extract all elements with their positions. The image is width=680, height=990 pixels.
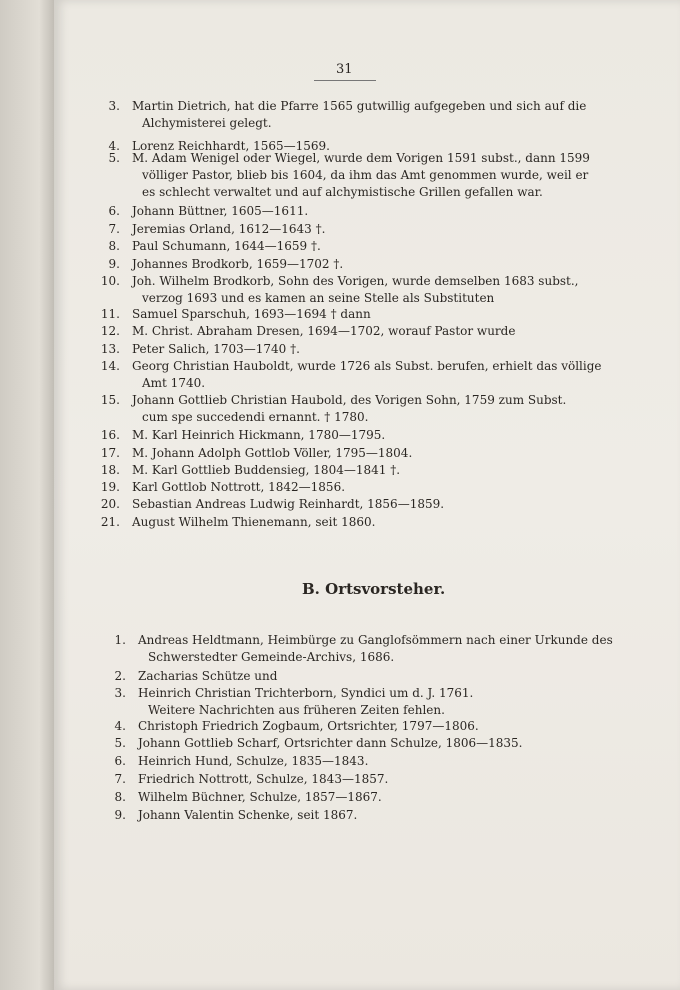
item-text-line: Johann Gottlieb Christian Haubold, des Vorigen Sohn, 1759 zum Subst. bbox=[132, 393, 567, 407]
item-number: 17. bbox=[100, 446, 120, 460]
item-number: 1. bbox=[114, 633, 126, 647]
item-text-line: Johannes Brodkorb, 1659—1702 †. bbox=[132, 257, 344, 271]
item-number: 9. bbox=[108, 257, 120, 271]
item-number: 10. bbox=[100, 274, 120, 288]
item-number: 8. bbox=[114, 790, 126, 804]
section-heading-b: B. Ortsvorsteher. bbox=[302, 580, 446, 598]
item-number: 19. bbox=[100, 480, 120, 494]
item-text-line: Heinrich Christian Trichterborn, Syndici um d. J. 1761. bbox=[138, 686, 474, 700]
item-text-line: Jeremias Orland, 1612—1643 †. bbox=[132, 222, 326, 236]
item-text-line: M. Adam Wenigel oder Wiegel, wurde dem Vorigen 1591 subst., dann 1599 bbox=[132, 151, 590, 165]
item-number: 12. bbox=[100, 324, 120, 338]
item-number: 3. bbox=[108, 99, 120, 113]
item-number: 4. bbox=[108, 139, 120, 153]
item-number: 21. bbox=[100, 515, 120, 529]
item-number: 6. bbox=[114, 754, 126, 768]
item-text-line: Wilhelm Büchner, Schulze, 1857—1867. bbox=[138, 790, 382, 804]
item-text-line: M. Christ. Abraham Dresen, 1694—1702, worauf Pastor wurde bbox=[132, 324, 516, 338]
item-text-line: M. Karl Heinrich Hickmann, 1780—1795. bbox=[132, 428, 386, 442]
item-text-line: Martin Dietrich, hat die Pfarre 1565 gutwillig aufgegeben und sich auf die bbox=[132, 99, 587, 113]
item-number: 15. bbox=[100, 393, 120, 407]
item-number: 6. bbox=[108, 204, 120, 218]
item-text-line: Friedrich Nottrott, Schulze, 1843—1857. bbox=[138, 772, 389, 786]
item-text-line: M. Karl Gottlieb Buddensieg, 1804—1841 †. bbox=[132, 463, 401, 477]
item-number: 5. bbox=[114, 736, 126, 750]
item-text-line: Zacharias Schütze und bbox=[138, 669, 278, 683]
item-text-line: Joh. Wilhelm Brodkorb, Sohn des Vorigen, wurde demselben 1683 subst., bbox=[132, 274, 579, 288]
item-number: 14. bbox=[100, 359, 120, 373]
item-text-line: Paul Schumann, 1644—1659 †. bbox=[132, 239, 321, 253]
item-number: 16. bbox=[100, 428, 120, 442]
item-text-line: Christoph Friedrich Zogbaum, Ortsrichter, 1797—1806. bbox=[138, 719, 479, 733]
item-text-line: völliger Pastor, blieb bis 1604, da ihm das Amt genommen wurde, weil er bbox=[142, 168, 589, 182]
item-text-line: Sebastian Andreas Ludwig Reinhardt, 1856—1859. bbox=[132, 497, 445, 511]
item-text-line: Schwerstedter Gemeinde-Archivs, 1686. bbox=[148, 650, 395, 664]
item-number: 8. bbox=[108, 239, 120, 253]
item-number: 11. bbox=[100, 307, 120, 321]
item-text-line: Samuel Sparschuh, 1693—1694 † dann bbox=[132, 307, 371, 321]
item-text-line: Johann Büttner, 1605—1611. bbox=[132, 204, 309, 218]
item-number: 20. bbox=[100, 497, 120, 511]
item-text-line: verzog 1693 und es kamen an seine Stelle als Substituten bbox=[142, 291, 495, 305]
item-text-line: Georg Christian Hauboldt, wurde 1726 als Subst. berufen, erhielt das völlige bbox=[132, 359, 602, 373]
item-text-line: es schlecht verwaltet und auf alchymistische Grillen gefallen war. bbox=[142, 185, 543, 199]
item-text-line: Amt 1740. bbox=[142, 376, 206, 390]
item-number: 7. bbox=[114, 772, 126, 786]
left-page-edge bbox=[0, 0, 56, 990]
page-number-rule bbox=[314, 80, 376, 81]
item-number: 9. bbox=[114, 808, 126, 822]
item-text-line: cum spe succedendi ernannt. † 1780. bbox=[142, 410, 369, 424]
item-text-line: Johann Gottlieb Scharf, Ortsrichter dann Schulze, 1806—1835. bbox=[138, 736, 523, 750]
item-number: 3. bbox=[114, 686, 126, 700]
item-text-line: Lorenz Reichhardt, 1565—1569. bbox=[132, 139, 330, 153]
item-text-line: August Wilhelm Thienemann, seit 1860. bbox=[132, 515, 376, 529]
page-number: 31 bbox=[336, 62, 353, 77]
item-number: 7. bbox=[108, 222, 120, 236]
item-number: 13. bbox=[100, 342, 120, 356]
item-text-line: Karl Gottlob Nottrott, 1842—1856. bbox=[132, 480, 346, 494]
item-number: 4. bbox=[114, 719, 126, 733]
item-text-line: Johann Valentin Schenke, seit 1867. bbox=[138, 808, 358, 822]
item-number: 5. bbox=[108, 151, 120, 165]
item-text-line: Heinrich Hund, Schulze, 1835—1843. bbox=[138, 754, 369, 768]
item-text-line: Andreas Heldtmann, Heimbürge zu Ganglofsömmern nach einer Urkunde des bbox=[138, 633, 613, 647]
item-text-line: Alchymisterei gelegt. bbox=[142, 116, 272, 130]
item-number: 18. bbox=[100, 463, 120, 477]
item-text-line: Weitere Nachrichten aus früheren Zeiten fehlen. bbox=[148, 703, 445, 717]
item-number: 2. bbox=[114, 669, 126, 683]
item-text-line: Peter Salich, 1703—1740 †. bbox=[132, 342, 300, 356]
item-text-line: M. Johann Adolph Gottlob Völler, 1795—1804. bbox=[132, 446, 413, 460]
